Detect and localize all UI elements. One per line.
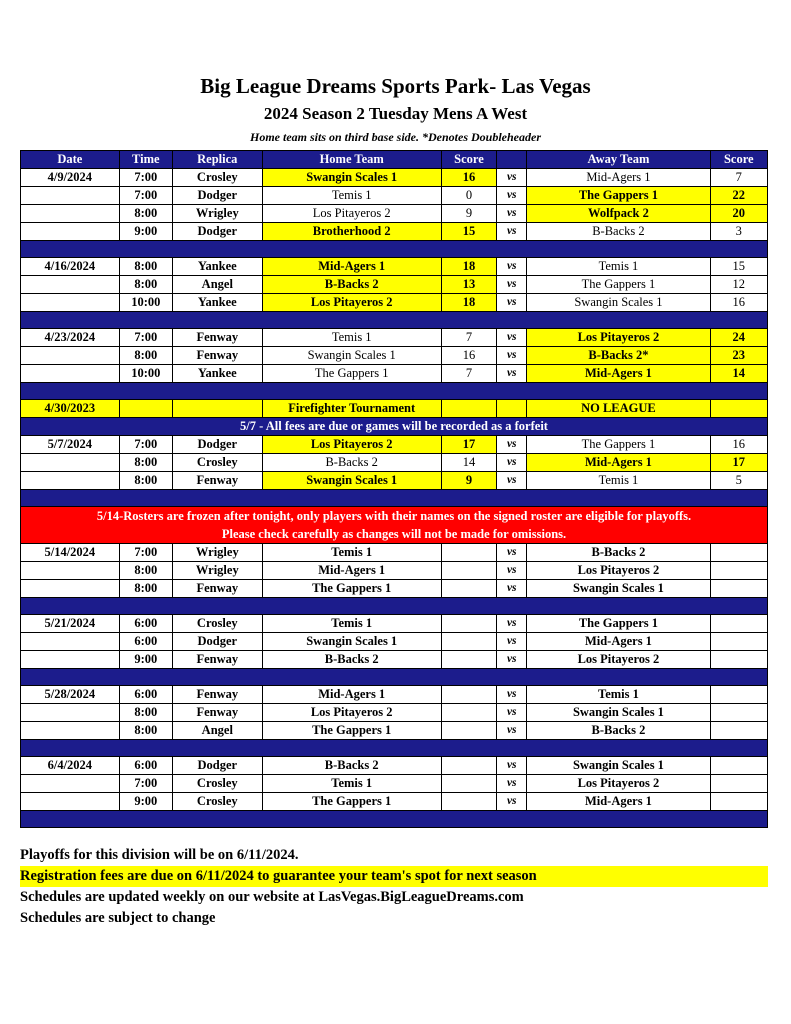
game-row: [21, 686, 768, 704]
replica-cell: Crosley: [173, 793, 263, 811]
separator-cell: [21, 811, 768, 828]
away-team-cell: The Gappers 1: [527, 615, 710, 633]
col-away-score: Score: [710, 151, 767, 169]
away-score-cell: [710, 775, 767, 793]
game-row: [21, 704, 768, 722]
date-cell: [21, 294, 120, 312]
away-team-cell: B-Backs 2: [527, 722, 710, 740]
time-cell: 9:00: [119, 793, 172, 811]
away-score-cell: [710, 651, 767, 669]
week-separator-row: [21, 740, 768, 757]
replica-cell: Fenway: [173, 651, 263, 669]
date-cell: [21, 580, 120, 598]
vs-cell: vs: [497, 562, 527, 580]
vs-cell: vs: [497, 472, 527, 490]
home-score-cell: [441, 400, 496, 418]
game-row: [21, 329, 768, 347]
separator-cell: [21, 383, 768, 400]
date-cell: 4/23/2024: [21, 329, 120, 347]
game-row: [21, 615, 768, 633]
time-cell: 8:00: [119, 347, 172, 365]
home-score-cell: [441, 757, 496, 775]
vs-cell: vs: [497, 454, 527, 472]
time-cell: 8:00: [119, 258, 172, 276]
home-score-cell: [441, 704, 496, 722]
vs-cell: vs: [497, 704, 527, 722]
col-date: Date: [21, 151, 120, 169]
date-cell: [21, 793, 120, 811]
away-team-cell: Los Pitayeros 2: [527, 329, 710, 347]
game-row: [21, 454, 768, 472]
vs-cell: vs: [497, 651, 527, 669]
date-cell: [21, 365, 120, 383]
replica-cell: Yankee: [173, 258, 263, 276]
game-row: [21, 169, 768, 187]
game-row: [21, 757, 768, 775]
game-row: [21, 633, 768, 651]
col-vs: [497, 151, 527, 169]
home-team-cell: The Gappers 1: [262, 793, 441, 811]
separator-cell: [21, 669, 768, 686]
replica-cell: Crosley: [173, 615, 263, 633]
replica-cell: Dodger: [173, 223, 263, 241]
game-row: [21, 258, 768, 276]
vs-cell: vs: [497, 294, 527, 312]
away-team-cell: The Gappers 1: [527, 436, 710, 454]
date-cell: 5/28/2024: [21, 686, 120, 704]
time-cell: 8:00: [119, 454, 172, 472]
home-score-cell: 9: [441, 472, 496, 490]
home-team-cell: Temis 1: [262, 187, 441, 205]
away-score-cell: [710, 400, 767, 418]
away-score-cell: 20: [710, 205, 767, 223]
time-cell: 10:00: [119, 294, 172, 312]
game-row: [21, 276, 768, 294]
replica-cell: Yankee: [173, 294, 263, 312]
away-team-cell: B-Backs 2: [527, 223, 710, 241]
home-score-cell: 16: [441, 347, 496, 365]
home-score-cell: 15: [441, 223, 496, 241]
time-cell: 6:00: [119, 633, 172, 651]
vs-cell: vs: [497, 347, 527, 365]
away-team-cell: Los Pitayeros 2: [527, 775, 710, 793]
home-score-cell: 14: [441, 454, 496, 472]
date-cell: [21, 722, 120, 740]
vs-cell: vs: [497, 722, 527, 740]
away-team-cell: Swangin Scales 1: [527, 580, 710, 598]
home-score-cell: [441, 562, 496, 580]
replica-cell: Fenway: [173, 686, 263, 704]
playoffs-note: Playoffs for this division will be on 6/11/2024.: [20, 847, 299, 863]
date-cell: 5/21/2024: [21, 615, 120, 633]
date-cell: 5/7/2024: [21, 436, 120, 454]
game-row: [21, 793, 768, 811]
time-cell: [119, 400, 172, 418]
roster-alert-line1: 5/14-Rosters are frozen after tonight, only players with their names on the signed roster are eligible for playoffs.: [96, 509, 692, 523]
replica-cell: Wrigley: [173, 562, 263, 580]
time-cell: 7:00: [119, 775, 172, 793]
time-cell: 7:00: [119, 329, 172, 347]
vs-cell: vs: [497, 329, 527, 347]
fee-notice-row: [21, 418, 768, 436]
date-cell: [21, 651, 120, 669]
week-separator-row: [21, 811, 768, 828]
time-cell: 7:00: [119, 436, 172, 454]
replica-cell: Crosley: [173, 775, 263, 793]
date-cell: [21, 775, 120, 793]
away-team-cell: Mid-Agers 1: [527, 365, 710, 383]
home-team-cell: Swangin Scales 1: [262, 633, 441, 651]
date-cell: [21, 223, 120, 241]
vs-cell: vs: [497, 365, 527, 383]
time-cell: 6:00: [119, 757, 172, 775]
home-team-cell: Los Pitayeros 2: [262, 704, 441, 722]
home-score-cell: [441, 633, 496, 651]
away-team-cell: The Gappers 1: [527, 187, 710, 205]
replica-cell: Dodger: [173, 633, 263, 651]
home-team-cell: Temis 1: [262, 329, 441, 347]
away-score-cell: 5: [710, 472, 767, 490]
away-score-cell: 22: [710, 187, 767, 205]
away-score-cell: [710, 704, 767, 722]
date-cell: 4/16/2024: [21, 258, 120, 276]
header-row: [21, 151, 768, 169]
col-home-score: Score: [441, 151, 496, 169]
home-team-cell: Los Pitayeros 2: [262, 436, 441, 454]
replica-cell: Dodger: [173, 757, 263, 775]
replica-cell: [173, 400, 263, 418]
week-separator-row: [21, 241, 768, 258]
home-score-cell: 18: [441, 294, 496, 312]
time-cell: 6:00: [119, 615, 172, 633]
away-team-cell: Los Pitayeros 2: [527, 562, 710, 580]
away-score-cell: 12: [710, 276, 767, 294]
vs-cell: vs: [497, 633, 527, 651]
home-team-cell: The Gappers 1: [262, 365, 441, 383]
home-score-cell: [441, 651, 496, 669]
separator-cell: [21, 740, 768, 757]
vs-cell: vs: [497, 258, 527, 276]
home-team-cell: The Gappers 1: [262, 722, 441, 740]
website-note: Schedules are updated weekly on our website at LasVegas.BigLeagueDreams.com: [20, 889, 524, 905]
away-team-cell: Mid-Agers 1: [527, 633, 710, 651]
time-cell: 8:00: [119, 722, 172, 740]
home-team-note: Home team sits on third base side. *Denotes Doubleheader: [250, 130, 541, 144]
vs-cell: vs: [497, 793, 527, 811]
vs-cell: vs: [497, 686, 527, 704]
away-score-cell: [710, 615, 767, 633]
home-team-cell: B-Backs 2: [262, 276, 441, 294]
home-team-cell: Temis 1: [262, 615, 441, 633]
away-score-cell: [710, 544, 767, 562]
away-team-cell: The Gappers 1: [527, 276, 710, 294]
game-row: [21, 544, 768, 562]
replica-cell: Angel: [173, 276, 263, 294]
col-away-team: Away Team: [527, 151, 710, 169]
page-subtitle: 2024 Season 2 Tuesday Mens A West: [263, 104, 528, 123]
away-score-cell: 16: [710, 294, 767, 312]
roster-alert-row: [21, 507, 768, 544]
home-team-cell: Mid-Agers 1: [262, 562, 441, 580]
away-team-cell: Temis 1: [527, 472, 710, 490]
date-cell: [21, 276, 120, 294]
schedule-table: [20, 150, 768, 828]
date-cell: [21, 704, 120, 722]
vs-cell: vs: [497, 615, 527, 633]
away-team-cell: Mid-Agers 1: [527, 454, 710, 472]
home-score-cell: [441, 793, 496, 811]
away-team-cell: Mid-Agers 1: [527, 793, 710, 811]
time-cell: 8:00: [119, 562, 172, 580]
schedule-body: [21, 169, 768, 828]
home-team-cell: B-Backs 2: [262, 757, 441, 775]
away-team-cell: B-Backs 2*: [527, 347, 710, 365]
home-team-cell: Los Pitayeros 2: [262, 205, 441, 223]
game-row: [21, 365, 768, 383]
home-team-cell: The Gappers 1: [262, 580, 441, 598]
away-score-cell: 24: [710, 329, 767, 347]
vs-cell: vs: [497, 544, 527, 562]
home-score-cell: 13: [441, 276, 496, 294]
date-cell: 4/9/2024: [21, 169, 120, 187]
away-score-cell: [710, 722, 767, 740]
away-score-cell: [710, 562, 767, 580]
replica-cell: Fenway: [173, 329, 263, 347]
col-time: Time: [119, 151, 172, 169]
vs-cell: vs: [497, 580, 527, 598]
date-cell: [21, 633, 120, 651]
date-cell: [21, 347, 120, 365]
vs-cell: vs: [497, 187, 527, 205]
game-row: [21, 187, 768, 205]
home-score-cell: [441, 686, 496, 704]
replica-cell: Yankee: [173, 365, 263, 383]
home-score-cell: [441, 775, 496, 793]
game-row: [21, 722, 768, 740]
away-team-cell: Temis 1: [527, 258, 710, 276]
time-cell: 8:00: [119, 276, 172, 294]
away-score-cell: 23: [710, 347, 767, 365]
home-score-cell: 17: [441, 436, 496, 454]
week-separator-row: [21, 312, 768, 329]
vs-cell: [497, 400, 527, 418]
time-cell: 7:00: [119, 544, 172, 562]
time-cell: 7:00: [119, 169, 172, 187]
home-team-cell: Swangin Scales 1: [262, 169, 441, 187]
date-cell: 6/4/2024: [21, 757, 120, 775]
time-cell: 8:00: [119, 472, 172, 490]
home-team-cell: Mid-Agers 1: [262, 686, 441, 704]
separator-cell: [21, 312, 768, 329]
replica-cell: Fenway: [173, 472, 263, 490]
replica-cell: Angel: [173, 722, 263, 740]
time-cell: 9:00: [119, 651, 172, 669]
home-team-cell: Mid-Agers 1: [262, 258, 441, 276]
replica-cell: Crosley: [173, 454, 263, 472]
time-cell: 8:00: [119, 580, 172, 598]
date-cell: [21, 562, 120, 580]
vs-cell: vs: [497, 757, 527, 775]
vs-cell: vs: [497, 223, 527, 241]
vs-cell: vs: [497, 436, 527, 454]
home-score-cell: [441, 722, 496, 740]
time-cell: 8:00: [119, 704, 172, 722]
separator-cell: [21, 490, 768, 507]
week-separator-row: [21, 598, 768, 615]
date-cell: 5/14/2024: [21, 544, 120, 562]
vs-cell: vs: [497, 169, 527, 187]
vs-cell: vs: [497, 775, 527, 793]
away-team-cell: Swangin Scales 1: [527, 757, 710, 775]
home-score-cell: [441, 580, 496, 598]
away-team-cell: B-Backs 2: [527, 544, 710, 562]
date-cell: [21, 187, 120, 205]
away-score-cell: [710, 757, 767, 775]
registration-note: Registration fees are due on 6/11/2024 to guarantee your team's spot for next season: [20, 866, 768, 887]
away-team-cell: Swangin Scales 1: [527, 704, 710, 722]
page-title: Big League Dreams Sports Park- Las Vegas: [200, 74, 591, 98]
change-note: Schedules are subject to change: [20, 910, 216, 926]
time-cell: 8:00: [119, 205, 172, 223]
home-score-cell: 9: [441, 205, 496, 223]
replica-cell: Crosley: [173, 169, 263, 187]
week-separator-row: [21, 490, 768, 507]
away-score-cell: 14: [710, 365, 767, 383]
replica-cell: Fenway: [173, 347, 263, 365]
away-score-cell: [710, 580, 767, 598]
away-team-cell: Temis 1: [527, 686, 710, 704]
game-row: [21, 294, 768, 312]
game-row: [21, 223, 768, 241]
time-cell: 10:00: [119, 365, 172, 383]
week-separator-row: [21, 669, 768, 686]
away-score-cell: [710, 793, 767, 811]
game-row: [21, 562, 768, 580]
away-team-cell: Wolfpack 2: [527, 205, 710, 223]
fee-notice: 5/7 - All fees are due or games will be recorded as a forfeit: [21, 418, 768, 436]
home-score-cell: 16: [441, 169, 496, 187]
roster-alert: [21, 507, 768, 544]
replica-cell: Fenway: [173, 704, 263, 722]
time-cell: 6:00: [119, 686, 172, 704]
replica-cell: Dodger: [173, 436, 263, 454]
away-score-cell: 7: [710, 169, 767, 187]
game-row: [21, 651, 768, 669]
game-row: [21, 580, 768, 598]
roster-alert-line2: Please check carefully as changes will not be made for omissions.: [221, 527, 567, 541]
col-home-team: Home Team: [262, 151, 441, 169]
home-team-cell: Swangin Scales 1: [262, 472, 441, 490]
event-name: Firefighter Tournament: [262, 400, 441, 418]
replica-cell: Wrigley: [173, 205, 263, 223]
separator-cell: [21, 598, 768, 615]
away-score-cell: [710, 686, 767, 704]
home-team-cell: Temis 1: [262, 775, 441, 793]
vs-cell: vs: [497, 276, 527, 294]
date-cell: [21, 205, 120, 223]
col-replica: Replica: [173, 151, 263, 169]
date-cell: [21, 472, 120, 490]
home-score-cell: [441, 615, 496, 633]
home-team-cell: Swangin Scales 1: [262, 347, 441, 365]
home-team-cell: B-Backs 2: [262, 651, 441, 669]
home-score-cell: 0: [441, 187, 496, 205]
event-row: [21, 400, 768, 418]
week-separator-row: [21, 383, 768, 400]
away-score-cell: 15: [710, 258, 767, 276]
game-row: [21, 472, 768, 490]
home-team-cell: Brotherhood 2: [262, 223, 441, 241]
away-team-cell: Los Pitayeros 2: [527, 651, 710, 669]
away-score-cell: 16: [710, 436, 767, 454]
away-score-cell: 17: [710, 454, 767, 472]
away-team-cell: Mid-Agers 1: [527, 169, 710, 187]
date-cell: [21, 454, 120, 472]
separator-cell: [21, 241, 768, 258]
date-cell: 4/30/2023: [21, 400, 120, 418]
home-score-cell: 7: [441, 329, 496, 347]
away-score-cell: [710, 633, 767, 651]
home-team-cell: Los Pitayeros 2: [262, 294, 441, 312]
home-score-cell: 18: [441, 258, 496, 276]
time-cell: 7:00: [119, 187, 172, 205]
home-team-cell: B-Backs 2: [262, 454, 441, 472]
game-row: [21, 775, 768, 793]
game-row: [21, 436, 768, 454]
event-status: NO LEAGUE: [527, 400, 710, 418]
game-row: [21, 347, 768, 365]
away-team-cell: Swangin Scales 1: [527, 294, 710, 312]
time-cell: 9:00: [119, 223, 172, 241]
home-score-cell: [441, 544, 496, 562]
home-score-cell: 7: [441, 365, 496, 383]
home-team-cell: Temis 1: [262, 544, 441, 562]
away-score-cell: 3: [710, 223, 767, 241]
replica-cell: Wrigley: [173, 544, 263, 562]
vs-cell: vs: [497, 205, 527, 223]
game-row: [21, 205, 768, 223]
replica-cell: Dodger: [173, 187, 263, 205]
replica-cell: Fenway: [173, 580, 263, 598]
